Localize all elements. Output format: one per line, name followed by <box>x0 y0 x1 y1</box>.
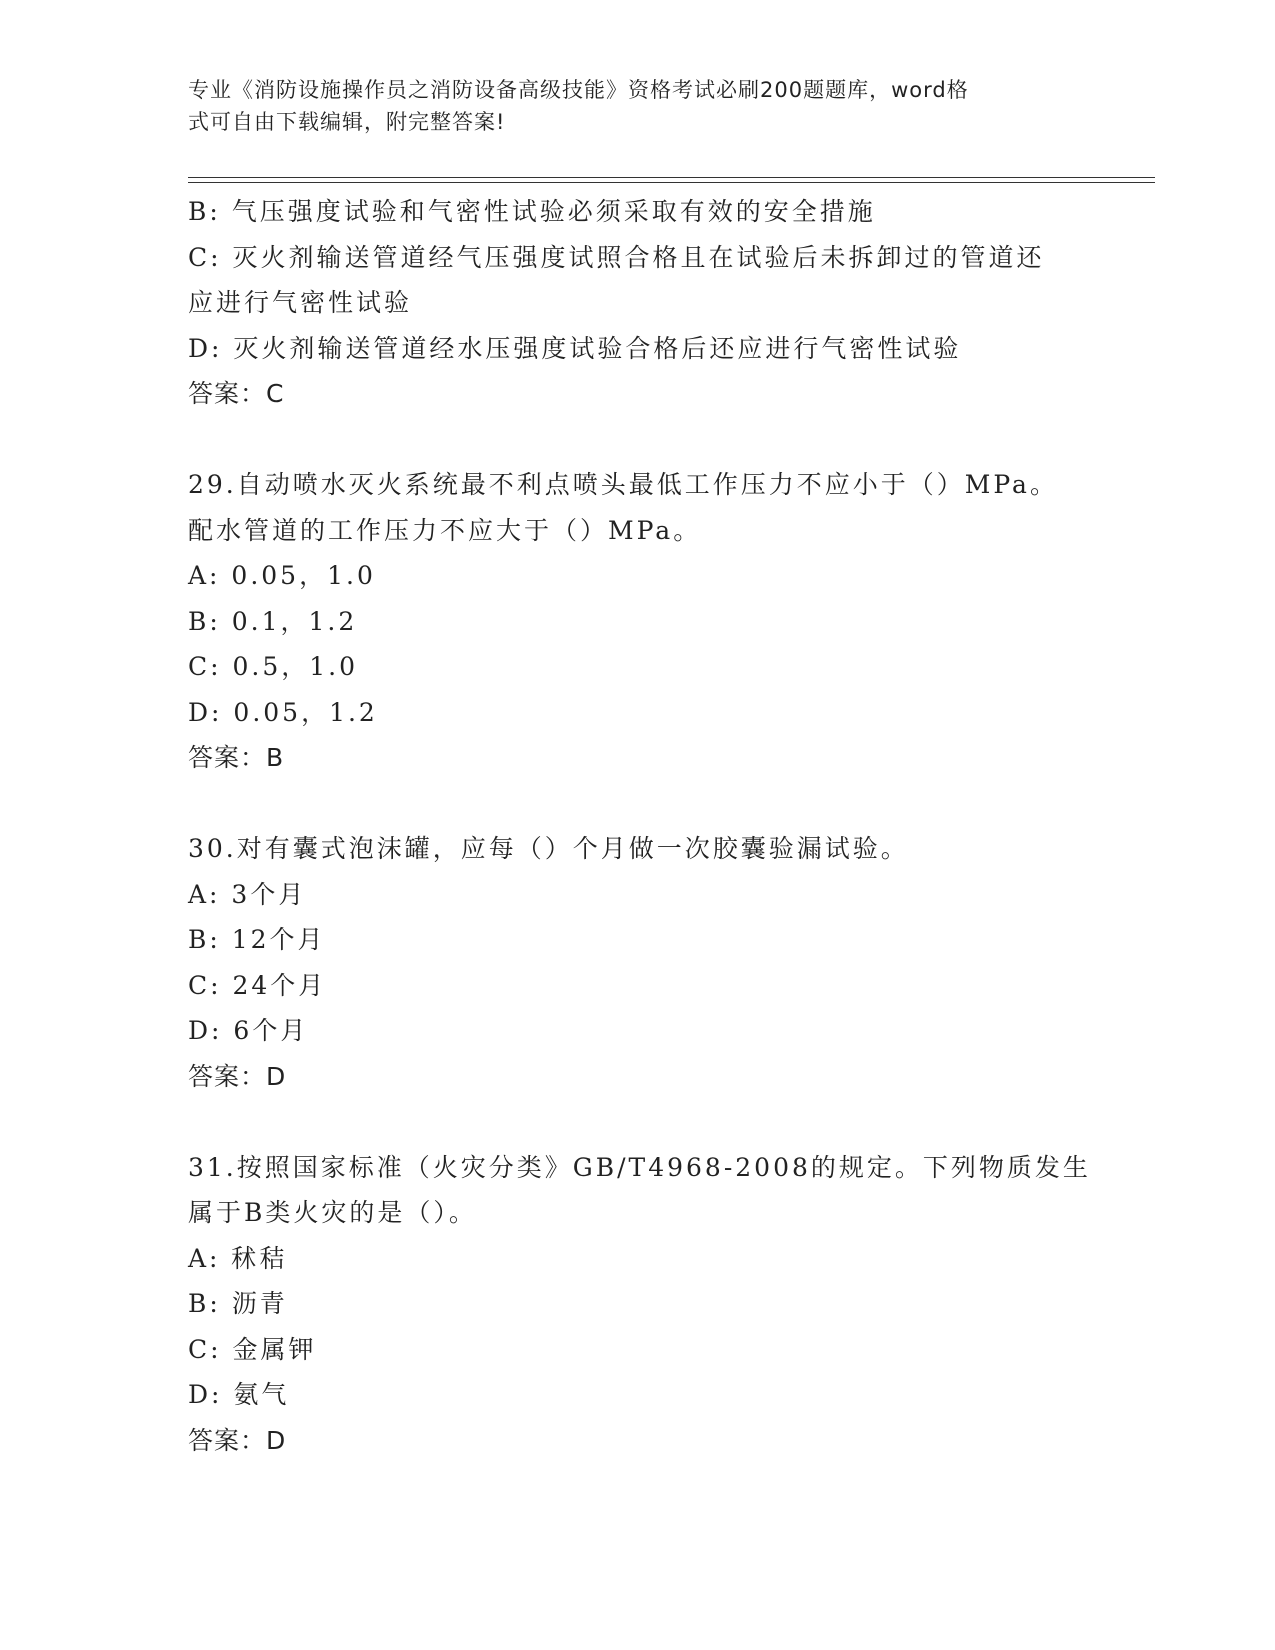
answer-line: 答案：D <box>188 1425 287 1455</box>
answer-line: 答案：B <box>188 743 285 772</box>
question-content <box>188 189 1091 1463</box>
option-a: A: 3个月 <box>188 879 307 909</box>
option-c: C: 灭火剂输送管道经气压强度试照合格且在试验后未拆卸过的管道还 <box>188 242 1045 272</box>
option-d: D: 灭火剂输送管道经水压强度试验合格后还应进行气密性试验 <box>188 333 962 363</box>
option-b: B: 沥青 <box>188 1289 288 1318</box>
question-stem-line: 30.对有囊式泡沫罐，应每（）个月做一次胶囊验漏试验。 <box>188 834 909 863</box>
option-d: D: 氨气 <box>188 1380 290 1409</box>
header-line-2: 式可自由下载编辑，附完整答案! <box>188 110 506 134</box>
answer-line: 答案：D <box>188 1061 287 1091</box>
option-b: B: 12个月 <box>188 925 326 954</box>
option-b: B: 气压强度试验和气密性试验必须采取有效的安全措施 <box>188 197 876 226</box>
option-a: A: 秫秸 <box>188 1243 288 1273</box>
question-29 <box>188 462 1088 781</box>
answer-line: 答案：C <box>188 379 285 408</box>
option-c: C: 24个月 <box>188 970 327 1000</box>
document-header <box>188 74 1068 138</box>
option-c: C: 金属钾 <box>188 1334 317 1364</box>
option-d: D: 6个月 <box>188 1016 309 1045</box>
header-divider-bottom <box>188 182 1155 183</box>
question-31 <box>188 1145 1091 1464</box>
option-b: B: 0.1，1.2 <box>188 606 358 636</box>
option-c-continued: 应进行气密性试验 <box>188 288 413 317</box>
question-stem-line: 配水管道的工作压力不应大于（）MPa。 <box>188 515 702 545</box>
option-d: D: 0.05，1.2 <box>188 697 378 727</box>
question-stem-line: 属于B类火灾的是（）。 <box>188 1198 477 1227</box>
question-30 <box>188 826 1088 1099</box>
header-line-1: 专业《消防设施操作员之消防设备高级技能》资格考试必刷200题题库，word格 <box>188 78 969 102</box>
option-c: C: 0.5，1.0 <box>188 652 359 681</box>
question-stem-line: 31.按照国家标准（火灾分类》GB/T4968-2008的规定。下列物质发生 <box>188 1152 1091 1182</box>
question-stem-line: 29.自动喷水灭火系统最不利点喷头最低工作压力不应小于（）MPa。 <box>188 470 1058 499</box>
header-divider-top <box>188 177 1155 178</box>
option-a: A: 0.05，1.0 <box>188 561 376 590</box>
prev-question-block <box>188 189 1088 417</box>
